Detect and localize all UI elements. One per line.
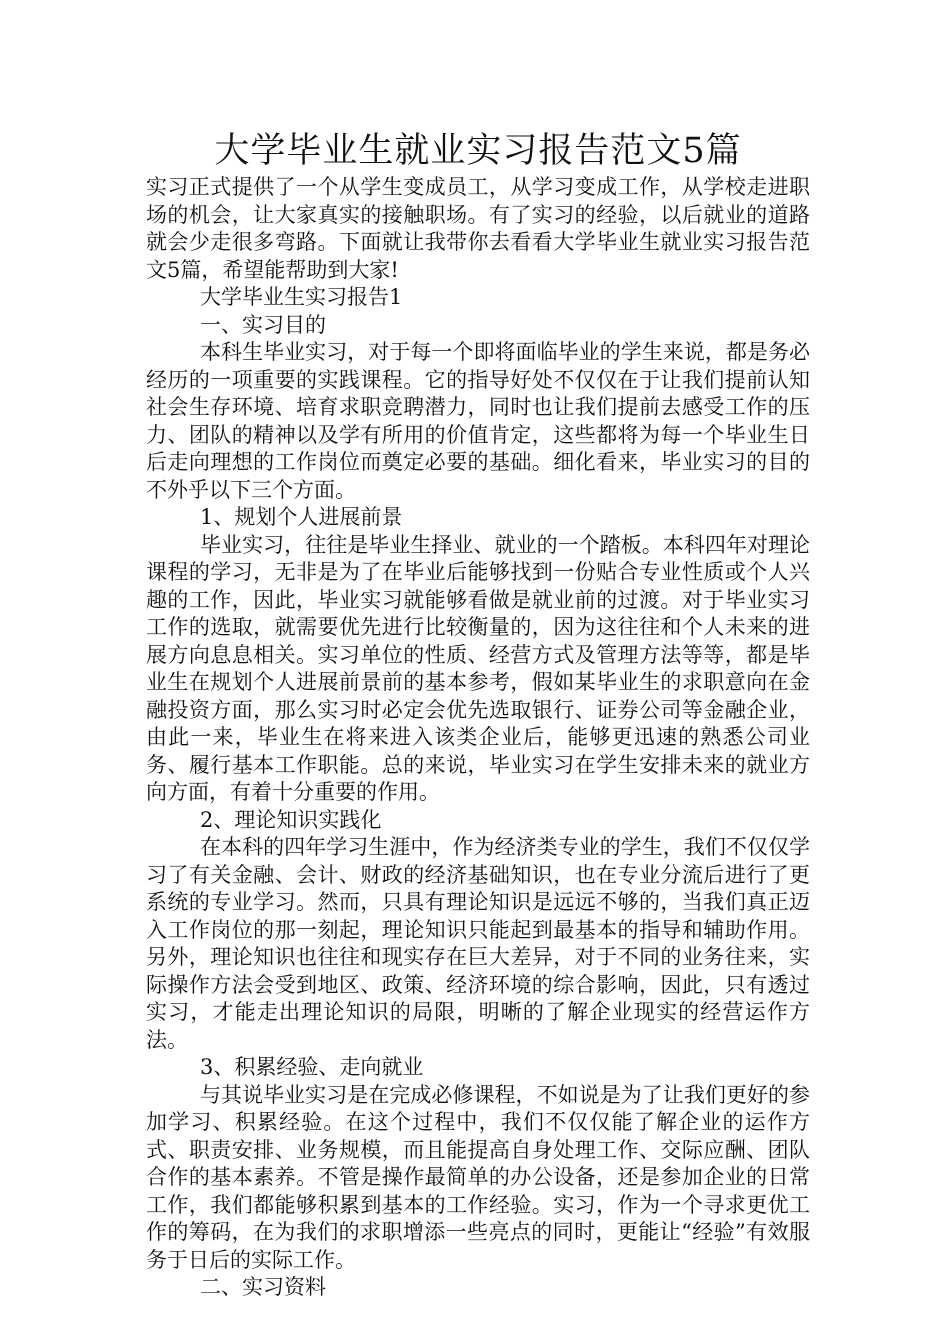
section-paragraph-purpose: 本科生毕业实习，对于每一个即将面临毕业的学生来说，都是务必经历的一项重要的实践课程。它的指导好处不仅仅在于让我们提前认知社会生存环境、培育求职竞聘潜力，同时也让我们提前去感受工作的压力、团队的精神以及学有所用的价值肯定，这些都将为每一个毕业生日后走向理想的工作岗位而奠定必要的基础。细化看来，毕业实习的目的不外乎以下三个方面。 bbox=[146, 340, 810, 502]
section-heading-materials: 二、实习资料 bbox=[200, 1275, 326, 1299]
document-page bbox=[146, 128, 810, 1302]
subsection-heading-1: 1、规划个人进展前景 bbox=[200, 505, 403, 529]
subsection-heading-3: 3、积累经验、走向就业 bbox=[200, 1055, 424, 1079]
document-title: 大学毕业生就业实习报告范文5篇 bbox=[214, 131, 742, 171]
intro-paragraph: 实习正式提供了一个从学生变成员工，从学习变成工作，从学校走进职场的机会，让大家真实的接触职场。有了实习的经验，以后就业的道路就会少走很多弯路。下面就让我带你去看看大学毕业生就业实习报告范文5篇，希望能帮助到大家! bbox=[146, 175, 810, 282]
subsection-paragraph-3: 与其说毕业实习是在完成必修课程，不如说是为了让我们更好的参加学习、积累经验。在这个过程中，我们不仅仅能了解企业的运作方式、职责安排、业务规模，而且能提高自身处理工作、交际应酬、团队合作的基本素养。不管是操作最简单的办公设备，还是参加企业的日常工作，我们都能够积累到基本的工作经验。实习，作为一个寻求更优工作的筹码，在为我们的求职增添一些亮点的同时，更能让“经验”有效服务于日后的实际工作。 bbox=[146, 1082, 810, 1272]
subsection-heading-2: 2、理论知识实践化 bbox=[200, 807, 382, 832]
subsection-paragraph-1: 毕业实习，往往是毕业生择业、就业的一个踏板。本科四年对理论课程的学习，无非是为了在毕业后能够找到一份贴合专业性质或个人兴趣的工作，因此，毕业实习就能够看做是就业前的过渡。对于毕业实习工作的选取，就需要优先进行比较衡量的，因为这往往和个人未来的进展方向息息相关。实习单位的性质、经营方式及管理方法等等，都是毕业生在规划个人进展前景前的基本参考，假如某毕业生的求职意向在金融投资方面，那么实习时必定会优先选取银行、证券公司等金融企业，由此一来，毕业生在将来进入该类企业后，能够更迅速的熟悉公司业务、履行基本工作职能。总的来说，毕业实习在学生安排未来的就业方向方面，有着十分重要的作用。 bbox=[146, 532, 810, 804]
subsection-paragraph-2: 在本科的四年学习生涯中，作为经济类专业的学生，我们不仅仅学习了有关金融、会计、财政的经济基础知识，也在专业分流后进行了更系统的专业学习。然而，只具有理论知识是远远不够的，当我们真正迈入工作岗位的那一刻起，理论知识只能起到最基本的指导和辅助作用。另外，理论知识也往往和现实存在巨大差异，对于不同的业务往来，实际操作方法会受到地区、政策、经济环境的综合影响，因此，只有透过实习，才能走出理论知识的局限，明晰的了解企业现实的经营运作方法。 bbox=[146, 835, 810, 1052]
section-heading-purpose: 一、实习目的 bbox=[200, 312, 326, 337]
report-title: 大学毕业生实习报告1 bbox=[200, 285, 403, 309]
